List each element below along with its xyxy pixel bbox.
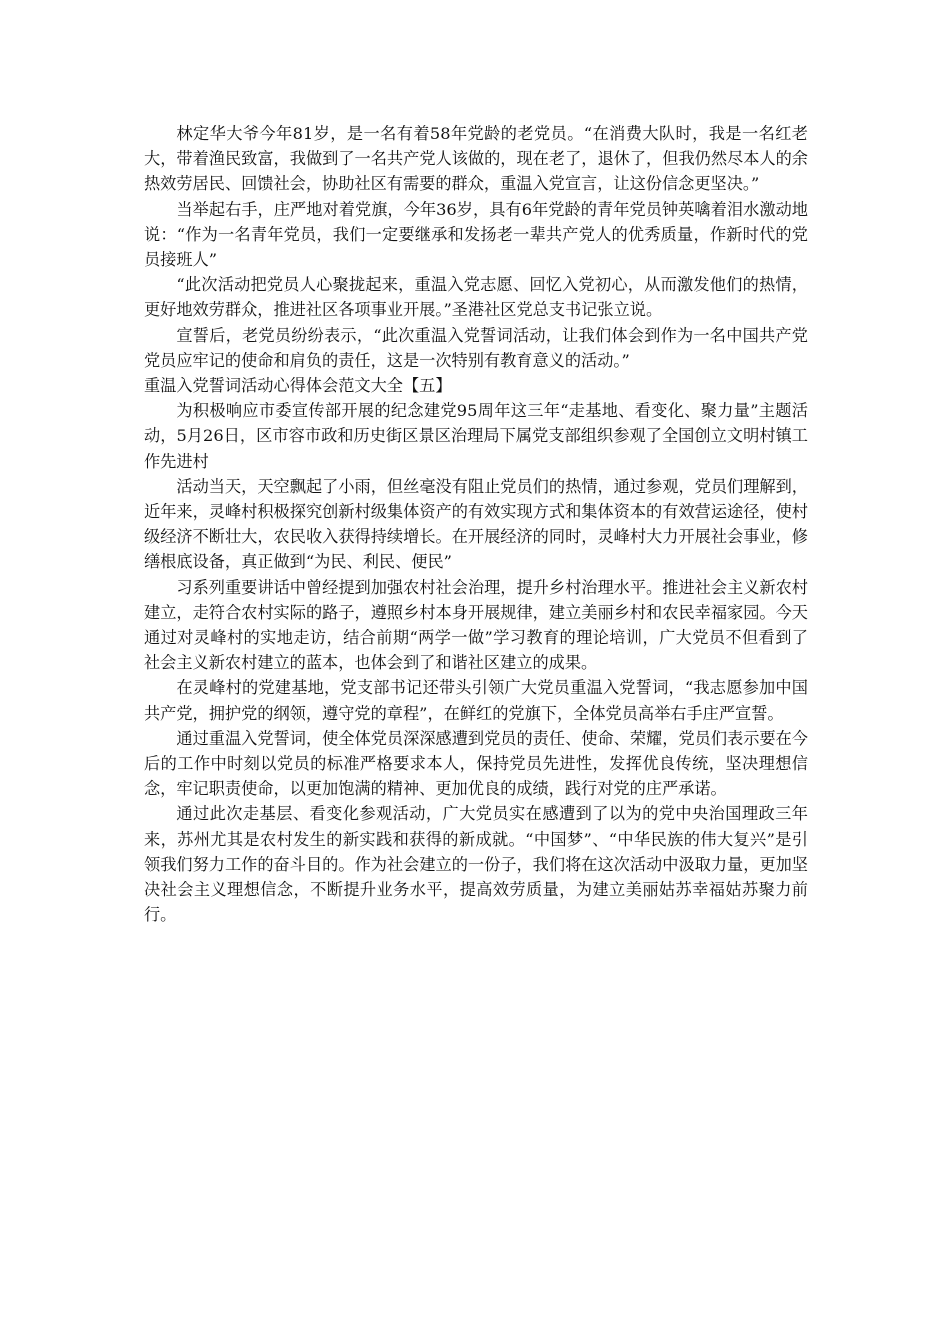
section-paragraph-4: 在灵峰村的党建基地，党支部书记还带头引领广大党员重温入党誓词，“我志愿参加中国共产党，拥护党的纲领，遵守党的章程”，在鲜红的党旗下，全体党员高举右手庄严宣誓。	[144, 678, 808, 723]
paragraph-3: “此次活动把党员人心聚拢起来，重温入党志愿、回忆入党初心，从而激发他们的热情，更好地效劳群众，推进社区各项事业开展。”圣港社区党总支书记张立说。	[144, 275, 808, 320]
section-paragraph-3: 习系列重要讲话中曾经提到加强农村社会治理，提升乡村治理水平。推进社会主义新农村建立，走符合农村实际的路子，遵照乡村本身开展规律，建立美丽乡村和农民幸福家园。今天通过对灵峰村的实地走访，结合前期“两学一做”学习教育的理论培训，广大党员不但看到了社会主义新农村建立的蓝本，也体会到了和谐社区建立的成果。	[144, 577, 808, 673]
section-paragraph-6: 通过此次走基层、看变化参观活动，广大党员实在感遭到了以为的党中央治国理政三年来，苏州尤其是农村发生的新实践和获得的新成就。“中国梦”、“中华民族的伟大复兴”是引领我们努力工作的奋斗目的。作为社会建立的一份子，我们将在这次活动中汲取力量，更加坚决社会主义理想信念，不断提升业务水平，提高效劳质量，为建立美丽姑苏幸福姑苏聚力前行。	[144, 804, 808, 925]
section-paragraph-5: 通过重温入党誓词，使全体党员深深感遭到党员的责任、使命、荣耀，党员们表示要在今后的工作中时刻以党员的标准严格要求本人，保持党员先进性，发挥优良传统，坚决理想信念，牢记职责使命，以更加饱满的精神、更加优良的成绩，践行对党的庄严承诺。	[144, 728, 808, 799]
paragraph-2: 当举起右手，庄严地对着党旗，今年36岁，具有6年党龄的青年党员钟英噙着泪水激动地说：“作为一名青年党员，我们一定要继承和发扬老一辈共产党人的优秀质量，作新时代的党员接班人”	[144, 199, 808, 270]
document-body	[144, 121, 808, 928]
section-paragraph-2: 活动当天，天空飘起了小雨，但丝毫没有阻止党员们的热情，通过参观，党员们理解到，近年来，灵峰村积极探究创新村级集体资产的有效实现方式和集体资本的有效营运途径，使村级经济不断壮大，农民收入获得持续增长。在开展经济的同时，灵峰村大力开展社会事业，修缮根底设备，真正做到“为民、利民、便民”	[144, 476, 808, 572]
paragraph-4: 宣誓后，老党员纷纷表示，“此次重温入党誓词活动，让我们体会到作为一名中国共产党党员应牢记的使命和肩负的责任，这是一次特别有教育意义的活动。”	[144, 325, 808, 370]
section-heading: 重温入党誓词活动心得体会范文大全【五】	[144, 376, 452, 396]
section-paragraph-1: 为积极响应市委宣传部开展的纪念建党95周年这三年“走基地、看变化、聚力量”主题活动，5月26日，区市容市政和历史街区景区治理局下属党支部组织参观了全国创立文明村镇工作先进村	[144, 401, 808, 471]
paragraph-1: 林定华大爷今年81岁，是一名有着58年党龄的老党员。“在消费大队时，我是一名红老大，带着渔民致富，我做到了一名共产党人该做的，现在老了，退休了，但我仍然尽本人的余热效劳居民、回馈社会，协助社区有需要的群众，重温入党宣言，让这份信念更坚决。”	[144, 124, 808, 194]
